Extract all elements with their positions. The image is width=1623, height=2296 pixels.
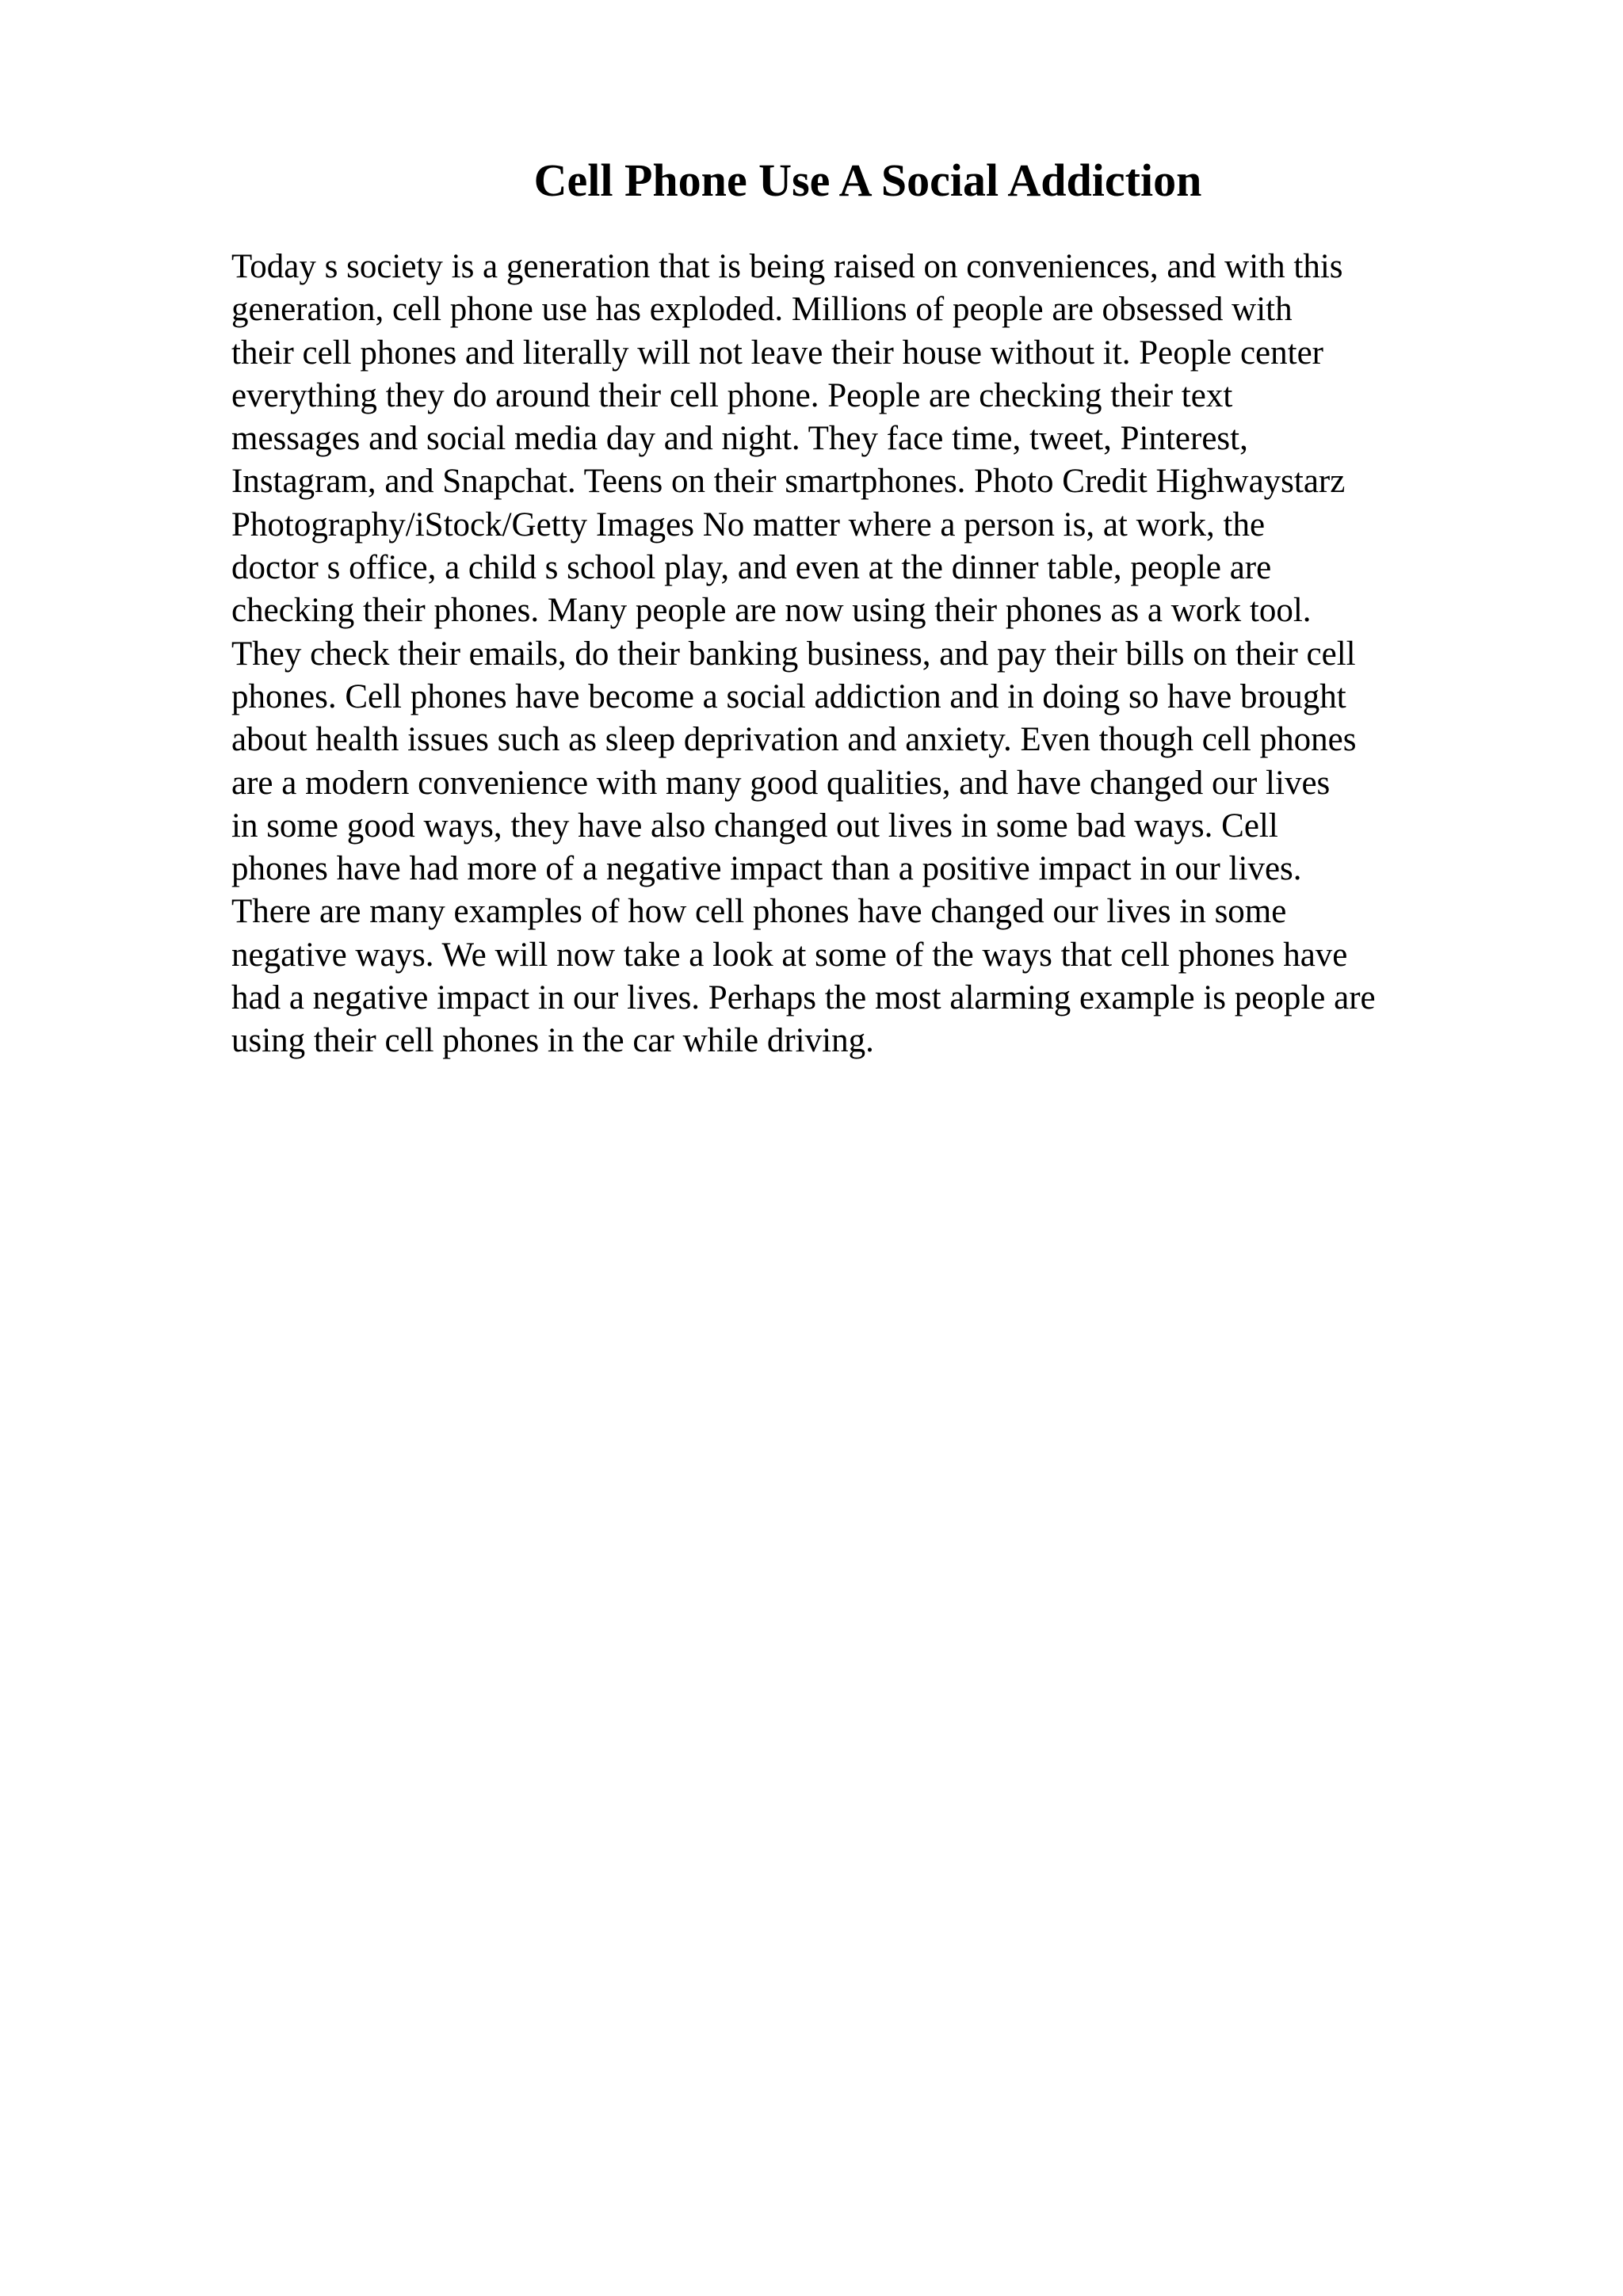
paragraph-line: using their cell phones in the car while driving. xyxy=(231,1022,874,1060)
paragraph-line: doctor s office, a child s school play, and even at the dinner table, people are xyxy=(231,549,1272,587)
paragraph-line: Photography/iStock/Getty Images No matter where a person is, at work, the xyxy=(231,505,1266,543)
paragraph-line: There are many examples of how cell phones have changed our lives in some xyxy=(231,893,1287,931)
paragraph-line: phones. Cell phones have become a social addiction and in doing so have brought xyxy=(231,677,1346,715)
paragraph-line: their cell phones and literally will not leave their house without it. People center xyxy=(231,334,1323,372)
paragraph-line: had a negative impact in our lives. Perhaps the most alarming example is people are xyxy=(231,979,1376,1017)
body-paragraph xyxy=(231,246,1499,1063)
paragraph-line: everything they do around their cell phone. People are checking their text xyxy=(231,376,1233,414)
paragraph-line: negative ways. We will now take a look at some of the ways that cell phones have xyxy=(231,936,1348,974)
paragraph-line: Today s society is a generation that is being raised on conveniences, and with this xyxy=(231,248,1343,285)
paragraph-line: phones have had more of a negative impact than a positive impact in our lives. xyxy=(231,850,1302,888)
paragraph-line: Instagram, and Snapchat. Teens on their smartphones. Photo Credit Highwaystarz xyxy=(231,463,1346,501)
paragraph-line: are a modern convenience with many good qualities, and have changed our lives xyxy=(231,764,1331,802)
paragraph-line: in some good ways, they have also changed out lives in some bad ways. Cell xyxy=(231,807,1278,845)
paragraph-line: about health issues such as sleep deprivation and anxiety. Even though cell phones xyxy=(231,721,1357,759)
paragraph-line: checking their phones. Many people are now using their phones as a work tool. xyxy=(231,592,1312,630)
paragraph-line: messages and social media day and night. They face time, tweet, Pinterest, xyxy=(231,420,1248,458)
paragraph-line: generation, cell phone use has exploded. Millions of people are obsessed with xyxy=(231,291,1293,329)
paragraph-line: They check their emails, do their banking business, and pay their bills on their cell xyxy=(231,635,1356,673)
document-title: Cell Phone Use A Social Addiction xyxy=(533,154,1202,206)
